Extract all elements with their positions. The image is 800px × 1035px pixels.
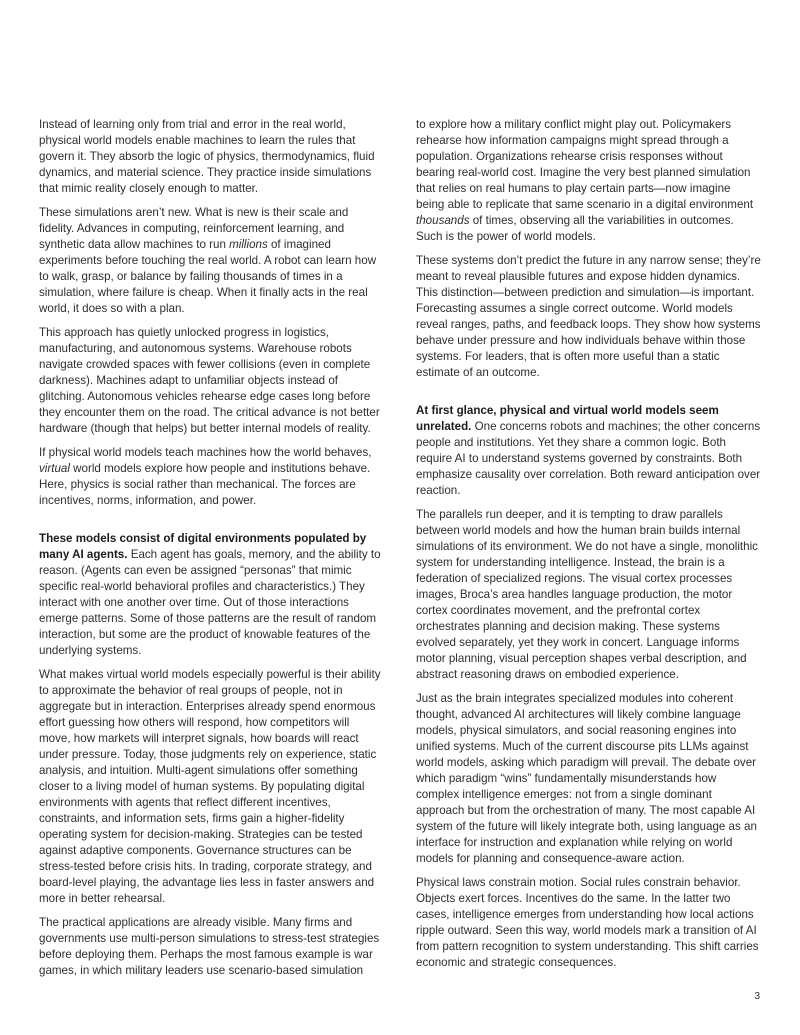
paragraph: These simulations aren’t new. What is new is their scale and fidelity. Advances in computing, reinforcement learning, and synthetic data allow machines to run millions of imagined experiments before touching the real world. A robot can learn how to walk, grasp, or balance by failing thousands of times in a simulation, where failure is cheap. When it finally acts in the real world, it does so with a plan. <box>39 206 377 315</box>
paragraph: This approach has quietly unlocked progress in logistics, manufacturing, and autonomous systems. Warehouse robots navigate crowded spaces with fewer collisions (even in complete darkness). Machines adapt to unfamiliar objects instead of glitching. Autonomous vehicles rehearse edge cases long before they encounter them on the road. The critical advance is not better hardware (though that helps) but better internal models of reality. <box>39 326 380 435</box>
lead-in-text: At first glance, physical and virtual world models seem unrelated. <box>416 404 719 433</box>
left-column <box>39 117 384 987</box>
paragraph: to explore how a military conflict might play out. Policymakers rehearse how information campaigns might spread through a population. Organizations rehearse crisis responses without bearing real-world cost. Imagine the very best planned simulation that relies on real humans to play certain parts—now imagine being able to replicate that same scenario in a digital environment thousands of times, observing all the variabilities in outcomes. Such is the power of world models. <box>416 118 754 243</box>
paragraph: What makes virtual world models especially powerful is their ability to approximate the behavior of real groups of people, not in aggregate but in interaction. Enterprises already spend enormous effort guessing how others will respond, how competitors will move, how markets will interpret signals, how boards will react under pressure. Today, those judgments rely on experience, static analysis, and intuition. Multi-agent simulations offer something closer to a living model of human systems. By populating digital environments with agents that reflect different incentives, constraints, and information sets, firms gain a higher-fidelity operating system for decision-making. Strategies can be tested against adaptive components. Governance structures can be stress-tested before crisis hits. In trading, corporate strategy, and board-level playing, the advantage lies less in faster answers and more in better rehearsal. <box>39 668 381 905</box>
paragraph: These systems don’t predict the future in any narrow sense; they’re meant to reveal plausible futures and expose hidden dynamics. This distinction—between prediction and simulation—is important. Forecasting assumes a single correct outcome. World models reveal ranges, paths, and feedback loops. They show how systems behave under pressure and how individuals behave within those systems. For leaders, that is often more useful than a static estimate of an outcome. <box>416 254 761 379</box>
paragraph: The practical applications are already visible. Many firms and governments use multi-person simulations to stress-test strategies before deploying them. Perhaps the most famous example is war games, in which military leaders use scenario-based simulation <box>39 916 380 977</box>
emphasis-text: millions <box>229 238 268 251</box>
page-number: 3 <box>754 991 760 1002</box>
paragraph: The parallels run deeper, and it is tempting to draw parallels between world models and how the human brain builds internal simulations of its environment. We do not have a single, monolithic system for understanding intelligence. Instead, the brain is a federation of specialized regions. The visual cortex processes images, Broca’s area handles language production, the motor cortex coordinates movement, and the prefrontal cortex orchestrates planning and decision making. These systems evolved separately, yet they work in concert. Language informs motor planning, visual perception shapes verbal description, and abstract reasoning draws on embodied experience. <box>416 508 758 681</box>
paragraph: Instead of learning only from trial and error in the real world, physical world models enable machines to learn the rules that govern it. They absorb the logic of physics, thermodynamics, fluid dynamics, and material science. They practice inside simulations that mimic reality closely enough to matter. <box>39 118 375 195</box>
paragraph: At first glance, physical and virtual world models seem unrelated. One concerns robots and machines; the other concerns people and institutions. Yet they share a common logic. Both require AI to understand systems governed by constraints. Both emphasize causality over correlation. Both reward anticipation over reaction. <box>416 404 761 497</box>
paragraph: Physical laws constrain motion. Social rules constrain behavior. Objects exert forces. Incentives do the same. In the latter two cases, intelligence emerges from understanding how local actions ripple outward. Seen this way, world models mark a transition of AI from pattern recognition to system understanding. This shift carries economic and strategic consequences. <box>416 876 759 969</box>
emphasis-text: virtual <box>39 462 70 475</box>
right-column <box>416 117 761 979</box>
paragraph: If physical world models teach machines how the world behaves, virtual world models explore how people and institutions behave. Here, physics is social rather than mechanical. The forces are incentives, norms, information, and power. <box>39 446 372 507</box>
paragraph: These models consist of digital environments populated by many AI agents. Each agent has goals, memory, and the ability to reason. (Agents can even be assigned “personas” that mimic specific real-world behavioral profiles and characteristics.) They interact with one another over time. Out of those interactions emerge patterns. Some of those patterns are the result of random interaction, but some are the product of knowable features of the underlying systems. <box>39 532 381 657</box>
paragraph: Just as the brain integrates specialized modules into coherent thought, advanced AI architectures will likely combine language models, physical simulators, and social reasoning engines into unified systems. Much of the current discourse pits LLMs against world models, asking which paradigm will prevail. The debate over which paradigm “wins” fundamentally misunderstands how complex intelligence emerges: not from a single dominant approach but from the orchestration of many. The most capable AI system of the future will likely integrate both, using language as an interface for instruction and explanation while relying on world models for planning and consequence-aware action. <box>416 692 757 865</box>
lead-in-text: These models consist of digital environments populated by many AI agents. <box>39 532 367 561</box>
emphasis-text: thousands <box>416 214 470 227</box>
